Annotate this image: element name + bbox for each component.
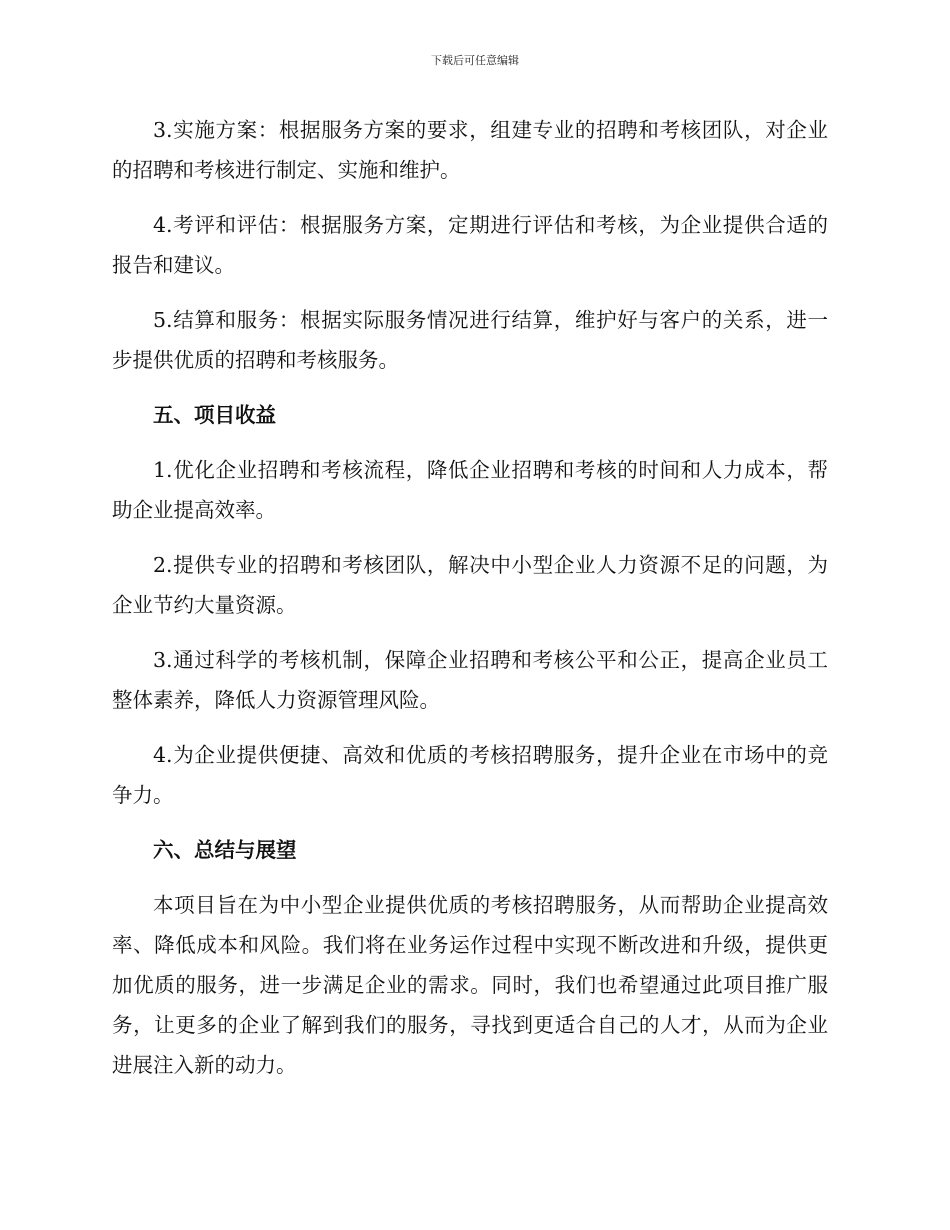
- paragraph-implementation-plan: 3.实施方案：根据服务方案的要求，组建专业的招聘和考核团队，对企业的招聘和考核进行制定、实施和维护。: [112, 118, 828, 182]
- paragraph-benefit-2: 2.提供专业的招聘和考核团队，解决中小型企业人力资源不足的问题，为企业节约大量资源。: [112, 553, 828, 617]
- paragraph-benefit-4: 4.为企业提供便捷、高效和优质的考核招聘服务，提升企业在市场中的竞争力。: [112, 743, 828, 807]
- paragraph-benefit-1: 1.优化企业招聘和考核流程，降低企业招聘和考核的时间和人力成本，帮助企业提高效率。: [112, 458, 828, 522]
- header-note: 下载后可任意编辑: [431, 54, 519, 67]
- paragraph-evaluation: 4.考评和评估：根据服务方案，定期进行评估和考核，为企业提供合适的报告和建议。: [112, 213, 828, 277]
- section-heading-benefits: 五、项目收益: [153, 403, 276, 427]
- document-body: [112, 110, 828, 1085]
- paragraph-summary: 本项目旨在为中小型企业提供优质的考核招聘服务，从而帮助企业提高效率、降低成本和风险。我们将在业务运作过程中实现不断改进和升级，提供更加优质的服务，进一步满足企业的需求。同时，我们也希望通过此项目推广服务，让更多的企业了解到我们的服务，寻找到更适合自己的人才，从而为企业进展注入新的动力。: [112, 893, 828, 1077]
- paragraph-settlement: 5.结算和服务：根据实际服务情况进行结算，维护好与客户的关系，进一步提供优质的招聘和考核服务。: [112, 308, 828, 372]
- section-heading-summary: 六、总结与展望: [153, 838, 297, 862]
- paragraph-benefit-3: 3.通过科学的考核机制，保障企业招聘和考核公平和公正，提高企业员工整体素养，降低人力资源管理风险。: [112, 648, 828, 712]
